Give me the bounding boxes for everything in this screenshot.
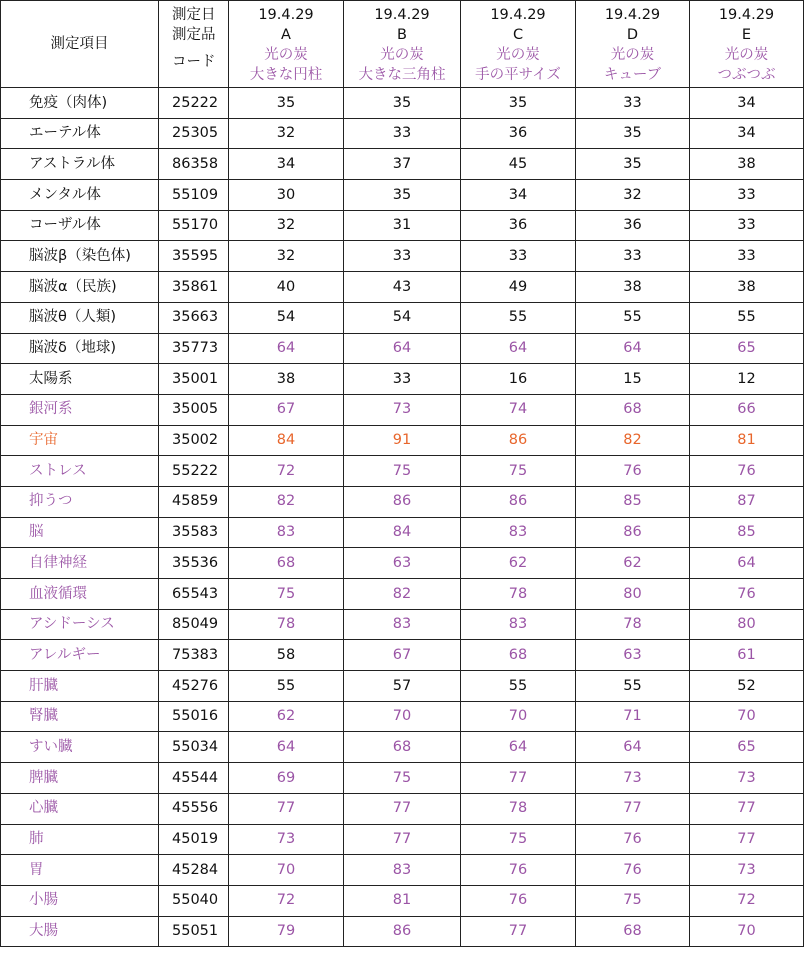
table-row [1, 579, 804, 610]
product-column-header [461, 1, 576, 88]
measurement-value: 78 [576, 609, 690, 640]
measurement-value: 64 [344, 333, 461, 364]
measurement-item: コーザル体 [1, 210, 159, 241]
measurement-item: アシドーシス [1, 609, 159, 640]
measurement-value: 76 [461, 885, 576, 916]
measurement-value: 75 [344, 456, 461, 487]
measurement-value: 76 [576, 456, 690, 487]
measurement-value: 73 [690, 763, 804, 794]
measurement-code: 65543 [159, 579, 229, 610]
column-product-name: 光の炭 [380, 47, 424, 63]
measurement-value: 30 [229, 180, 344, 211]
measurement-value: 55 [461, 671, 576, 702]
measurement-value: 64 [576, 333, 690, 364]
measurement-value: 58 [229, 640, 344, 671]
measurement-value: 68 [576, 916, 690, 947]
measurement-value: 77 [690, 824, 804, 855]
measurement-value: 67 [344, 640, 461, 671]
measurement-code: 86358 [159, 149, 229, 180]
measurement-item: 抑うつ [1, 486, 159, 517]
measurement-item: 脾臓 [1, 763, 159, 794]
column-product-name: 光の炭 [724, 47, 769, 63]
measurement-value: 72 [229, 885, 344, 916]
column-date: 19.4.29 [374, 7, 430, 23]
table-row [1, 364, 804, 395]
measurement-value: 49 [461, 272, 576, 303]
measurement-item: 血液循環 [1, 579, 159, 610]
measurement-value: 38 [690, 149, 804, 180]
table-row [1, 763, 804, 794]
measurement-value: 73 [344, 394, 461, 425]
measurement-value: 33 [576, 241, 690, 272]
measurement-item: 銀河系 [1, 394, 159, 425]
measurement-value: 68 [461, 640, 576, 671]
measurement-value: 80 [690, 609, 804, 640]
measurement-code: 45276 [159, 671, 229, 702]
table-row [1, 333, 804, 364]
measurement-item: すい臓 [1, 732, 159, 763]
header-code-cell [159, 1, 229, 88]
measurement-value: 32 [229, 210, 344, 241]
measurement-value: 76 [690, 456, 804, 487]
table-row [1, 793, 804, 824]
table-row [1, 180, 804, 211]
measurement-value: 78 [461, 579, 576, 610]
measurement-value: 70 [690, 701, 804, 732]
measurement-code: 45556 [159, 793, 229, 824]
measurement-value: 64 [229, 732, 344, 763]
measurement-value: 77 [690, 793, 804, 824]
measurement-value: 79 [229, 916, 344, 947]
table-row [1, 210, 804, 241]
measurement-value: 72 [690, 885, 804, 916]
measurement-value: 75 [461, 456, 576, 487]
measurement-code: 55016 [159, 701, 229, 732]
measurement-value: 34 [690, 118, 804, 149]
measurement-value: 43 [344, 272, 461, 303]
measurement-value: 33 [461, 241, 576, 272]
measurement-code: 35861 [159, 272, 229, 303]
measurement-value: 35 [576, 118, 690, 149]
measurement-value: 33 [344, 241, 461, 272]
measurement-code: 35663 [159, 302, 229, 333]
measurement-value: 77 [576, 793, 690, 824]
measurement-value: 70 [690, 916, 804, 947]
measurement-value: 45 [461, 149, 576, 180]
measurement-item: 自律神経 [1, 548, 159, 579]
measurement-value: 75 [576, 885, 690, 916]
measurement-value: 85 [576, 486, 690, 517]
measurement-value: 36 [576, 210, 690, 241]
table-row [1, 885, 804, 916]
measurement-value: 65 [690, 732, 804, 763]
table-row [1, 302, 804, 333]
measurement-value: 80 [576, 579, 690, 610]
measurement-value: 62 [461, 548, 576, 579]
measurement-value: 81 [344, 885, 461, 916]
measurement-code: 35595 [159, 241, 229, 272]
measurement-value: 40 [229, 272, 344, 303]
table-row [1, 732, 804, 763]
measurement-item: ストレス [1, 456, 159, 487]
column-product-type: キューブ [603, 67, 662, 83]
measurement-value: 54 [344, 302, 461, 333]
measurement-value: 68 [576, 394, 690, 425]
measurement-value: 76 [690, 579, 804, 610]
measurement-value: 66 [690, 394, 804, 425]
measurement-value: 76 [461, 855, 576, 886]
code-header-label: コード [172, 54, 216, 70]
measurement-item: アストラル体 [1, 149, 159, 180]
measurement-value: 68 [344, 732, 461, 763]
measurement-value: 31 [344, 210, 461, 241]
measurement-value: 62 [576, 548, 690, 579]
measurement-value: 69 [229, 763, 344, 794]
product-column-header [690, 1, 804, 88]
measurement-value: 87 [690, 486, 804, 517]
measurement-code: 85049 [159, 609, 229, 640]
measurement-item: 肺 [1, 824, 159, 855]
measurement-item: 脳波θ（人類) [1, 302, 159, 333]
column-product-type: 大きな三角柱 [358, 67, 446, 83]
table-row [1, 394, 804, 425]
table-row [1, 456, 804, 487]
measurement-code: 45544 [159, 763, 229, 794]
measurement-code: 75383 [159, 640, 229, 671]
measurement-value: 78 [229, 609, 344, 640]
measurement-value: 73 [690, 855, 804, 886]
column-date: 19.4.29 [604, 7, 661, 23]
product-column-header [576, 1, 690, 88]
measurement-value: 64 [461, 732, 576, 763]
table-row [1, 701, 804, 732]
measurement-value: 35 [229, 88, 344, 119]
measurement-value: 78 [461, 793, 576, 824]
measurement-value: 77 [461, 763, 576, 794]
product-column-header [344, 1, 461, 88]
column-product-type: 大きな円柱 [249, 67, 323, 83]
measurement-item: 脳 [1, 517, 159, 548]
measurement-value: 64 [461, 333, 576, 364]
table-row [1, 609, 804, 640]
measurement-item: 宇宙 [1, 425, 159, 456]
measurement-value: 86 [344, 916, 461, 947]
table-row [1, 916, 804, 947]
measurement-value: 83 [461, 609, 576, 640]
measurement-value: 55 [576, 671, 690, 702]
measurement-value: 65 [690, 333, 804, 364]
product-header-label: 測定品 [172, 27, 216, 43]
table-row [1, 425, 804, 456]
measurement-code: 35001 [159, 364, 229, 395]
table-row [1, 118, 804, 149]
measurement-value: 76 [576, 824, 690, 855]
measurement-value: 15 [576, 364, 690, 395]
table-body [1, 1, 804, 947]
measurement-value: 91 [344, 425, 461, 456]
measurement-value: 32 [576, 180, 690, 211]
column-product-type: つぶつぶ [717, 67, 776, 83]
measurement-code: 35536 [159, 548, 229, 579]
measurement-code: 45019 [159, 824, 229, 855]
measurement-value: 35 [576, 149, 690, 180]
measurement-item: 太陽系 [1, 364, 159, 395]
header-row [1, 1, 804, 88]
measurement-value: 82 [344, 579, 461, 610]
table-row [1, 241, 804, 272]
measurement-value: 35 [344, 88, 461, 119]
measurement-item: 肝臓 [1, 671, 159, 702]
measurement-value: 76 [576, 855, 690, 886]
column-product-name: 光の炭 [610, 47, 655, 63]
measurement-value: 35 [461, 88, 576, 119]
measurement-value: 55 [576, 302, 690, 333]
column-letter: A [281, 27, 291, 43]
measurement-code: 25222 [159, 88, 229, 119]
measurement-value: 86 [461, 425, 576, 456]
measurement-value: 38 [229, 364, 344, 395]
measurement-value: 64 [576, 732, 690, 763]
column-date: 19.4.29 [490, 7, 546, 23]
measurement-code: 35002 [159, 425, 229, 456]
measurement-item: メンタル体 [1, 180, 159, 211]
measurement-item: エーテル体 [1, 118, 159, 149]
measurement-value: 77 [344, 824, 461, 855]
measurement-value: 54 [229, 302, 344, 333]
column-letter: D [626, 27, 639, 43]
measurement-value: 77 [344, 793, 461, 824]
measurement-value: 33 [344, 364, 461, 395]
measurement-value: 70 [461, 701, 576, 732]
measurement-code: 55034 [159, 732, 229, 763]
product-column-header [229, 1, 344, 88]
date-header-label: 測定日 [172, 7, 216, 23]
measurement-value: 84 [344, 517, 461, 548]
measurement-value: 32 [229, 241, 344, 272]
table-row [1, 548, 804, 579]
measurement-item: 小腸 [1, 885, 159, 916]
measurement-code: 35583 [159, 517, 229, 548]
measurement-value: 64 [229, 333, 344, 364]
measurement-value: 70 [229, 855, 344, 886]
measurement-value: 33 [344, 118, 461, 149]
measurement-value: 61 [690, 640, 804, 671]
measurement-value: 33 [576, 88, 690, 119]
column-date: 19.4.29 [718, 7, 775, 23]
measurement-value: 72 [229, 456, 344, 487]
measurement-value: 77 [461, 916, 576, 947]
measurement-value: 73 [576, 763, 690, 794]
measurement-value: 55 [461, 302, 576, 333]
table-row [1, 640, 804, 671]
measurement-item: 大腸 [1, 916, 159, 947]
measurement-item: 脳波β（染色体) [1, 241, 159, 272]
measurement-value: 68 [229, 548, 344, 579]
table-row [1, 272, 804, 303]
measurement-value: 64 [690, 548, 804, 579]
measurement-value: 86 [576, 517, 690, 548]
table-row [1, 517, 804, 548]
column-product-type: 手の平サイズ [475, 67, 561, 83]
measurement-code: 45284 [159, 855, 229, 886]
measurement-item: アレルギー [1, 640, 159, 671]
measurement-code: 55051 [159, 916, 229, 947]
measurement-code: 45859 [159, 486, 229, 517]
measurement-value: 67 [229, 394, 344, 425]
measurement-value: 83 [344, 609, 461, 640]
measurement-value: 52 [690, 671, 804, 702]
measurement-value: 86 [461, 486, 576, 517]
measurement-value: 75 [344, 763, 461, 794]
measurement-value: 37 [344, 149, 461, 180]
measurement-value: 16 [461, 364, 576, 395]
measurement-code: 55040 [159, 885, 229, 916]
measurement-value: 73 [229, 824, 344, 855]
measurement-value: 63 [576, 640, 690, 671]
column-letter: C [512, 27, 524, 43]
measurement-value: 32 [229, 118, 344, 149]
measurement-value: 71 [576, 701, 690, 732]
column-letter: B [397, 27, 407, 43]
measurement-item: 免疫（肉体) [1, 88, 159, 119]
measurement-item: 胃 [1, 855, 159, 886]
measurement-value: 84 [229, 425, 344, 456]
measurement-value: 34 [461, 180, 576, 211]
measurement-value: 12 [690, 364, 804, 395]
measurement-value: 83 [229, 517, 344, 548]
measurement-value: 55 [229, 671, 344, 702]
measurement-item: 脳波δ（地球) [1, 333, 159, 364]
column-date: 19.4.29 [258, 7, 314, 23]
measurement-code: 55222 [159, 456, 229, 487]
measurement-item: 心臓 [1, 793, 159, 824]
table-row [1, 671, 804, 702]
measurement-value: 38 [576, 272, 690, 303]
measurement-value: 70 [344, 701, 461, 732]
table-row [1, 486, 804, 517]
measurement-code: 55170 [159, 210, 229, 241]
measurement-value: 55 [690, 302, 804, 333]
measurement-value: 86 [344, 486, 461, 517]
measurement-value: 36 [461, 118, 576, 149]
measurement-value: 33 [690, 210, 804, 241]
table-row [1, 88, 804, 119]
measurement-value: 34 [690, 88, 804, 119]
measurement-value: 33 [690, 180, 804, 211]
measurement-value: 82 [229, 486, 344, 517]
measurement-value: 36 [461, 210, 576, 241]
measurement-value: 34 [229, 149, 344, 180]
measurement-value: 33 [690, 241, 804, 272]
measurement-value: 57 [344, 671, 461, 702]
measurement-value: 74 [461, 394, 576, 425]
measurement-value: 85 [690, 517, 804, 548]
column-product-name: 光の炭 [496, 47, 540, 63]
measurement-item: 脳波α（民族) [1, 272, 159, 303]
measurement-value: 81 [690, 425, 804, 456]
table-row [1, 824, 804, 855]
measurement-value: 83 [461, 517, 576, 548]
measurement-code: 25305 [159, 118, 229, 149]
measurement-value: 75 [229, 579, 344, 610]
measurement-value: 77 [229, 793, 344, 824]
measurement-code: 55109 [159, 180, 229, 211]
measurement-code: 35773 [159, 333, 229, 364]
measurement-value: 75 [461, 824, 576, 855]
measurement-value: 82 [576, 425, 690, 456]
measurement-item: 腎臓 [1, 701, 159, 732]
measurement-value: 83 [344, 855, 461, 886]
item-header-label: 測定項目 [50, 35, 109, 52]
measurement-value: 62 [229, 701, 344, 732]
table-row [1, 149, 804, 180]
column-product-name: 光の炭 [264, 47, 308, 63]
measurement-code: 35005 [159, 394, 229, 425]
measurement-value: 38 [690, 272, 804, 303]
header-item-cell [1, 1, 159, 88]
measurement-value: 35 [344, 180, 461, 211]
measurement-value: 63 [344, 548, 461, 579]
column-letter: E [741, 27, 752, 43]
table-row [1, 855, 804, 886]
